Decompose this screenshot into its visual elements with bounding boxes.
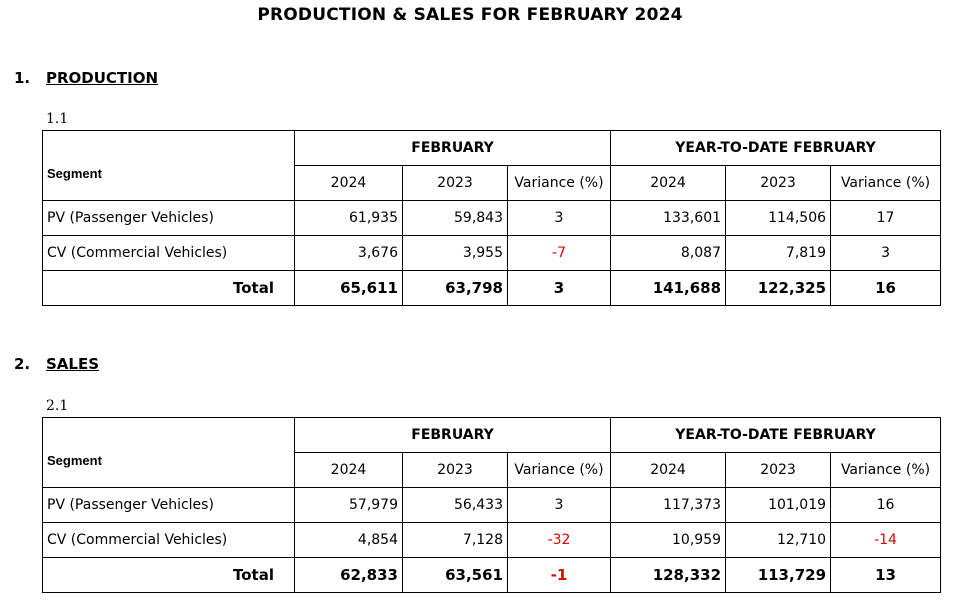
group-header-february: FEBRUARY xyxy=(295,131,611,166)
cell: 16 xyxy=(831,271,941,306)
table-row xyxy=(43,201,941,236)
cell: 3,955 xyxy=(403,236,508,271)
cell: 10,959 xyxy=(611,523,726,558)
subsection-label: 1.1 xyxy=(46,111,69,127)
cell: 61,935 xyxy=(295,201,403,236)
segment-header-top xyxy=(43,418,295,453)
subsection-label: 2.1 xyxy=(46,398,69,414)
cell: 3 xyxy=(508,271,611,306)
group-header-ytd: YEAR-TO-DATE FEBRUARY xyxy=(611,418,941,453)
cell: 16 xyxy=(831,488,941,523)
cell: 122,325 xyxy=(726,271,831,306)
column-header: 2023 xyxy=(726,166,831,201)
cell: 117,373 xyxy=(611,488,726,523)
cell: 4,854 xyxy=(295,523,403,558)
cell: 3 xyxy=(831,236,941,271)
cell: 63,561 xyxy=(403,558,508,593)
cell: 59,843 xyxy=(403,201,508,236)
column-header: Variance (%) xyxy=(508,453,611,488)
cell: -1 xyxy=(508,558,611,593)
cell: 7,128 xyxy=(403,523,508,558)
cell: 7,819 xyxy=(726,236,831,271)
sales-table xyxy=(42,417,941,593)
table-row xyxy=(43,236,941,271)
section-label: SALES xyxy=(46,355,100,373)
section-label: PRODUCTION xyxy=(46,69,159,87)
section-number: 1. xyxy=(14,69,31,87)
cell: 62,833 xyxy=(295,558,403,593)
segment-header: Segment xyxy=(43,166,295,201)
column-header: 2023 xyxy=(403,453,508,488)
row-label: PV (Passenger Vehicles) xyxy=(43,201,295,236)
table-row xyxy=(43,488,941,523)
total-label: Total xyxy=(43,271,295,306)
row-label: CV (Commercial Vehicles) xyxy=(43,236,295,271)
cell: 3,676 xyxy=(295,236,403,271)
cell: 113,729 xyxy=(726,558,831,593)
group-header-february: FEBRUARY xyxy=(295,418,611,453)
cell: 56,433 xyxy=(403,488,508,523)
cell: 114,506 xyxy=(726,201,831,236)
row-label: PV (Passenger Vehicles) xyxy=(43,488,295,523)
segment-header-top xyxy=(43,131,295,166)
cell: 3 xyxy=(508,201,611,236)
column-header: 2024 xyxy=(295,453,403,488)
cell: 8,087 xyxy=(611,236,726,271)
cell: -7 xyxy=(508,236,611,271)
section-heading-sales xyxy=(14,355,99,373)
table-row xyxy=(43,523,941,558)
segment-header: Segment xyxy=(43,453,295,488)
production-table xyxy=(42,130,941,306)
cell: 12,710 xyxy=(726,523,831,558)
column-header: Variance (%) xyxy=(831,453,941,488)
section-heading-production xyxy=(14,69,158,87)
cell: 65,611 xyxy=(295,271,403,306)
cell: 13 xyxy=(831,558,941,593)
cell: 141,688 xyxy=(611,271,726,306)
column-header: Variance (%) xyxy=(508,166,611,201)
column-header: 2024 xyxy=(611,453,726,488)
total-row xyxy=(43,271,941,306)
row-label: CV (Commercial Vehicles) xyxy=(43,523,295,558)
page-title: PRODUCTION & SALES FOR FEBRUARY 2024 xyxy=(257,5,683,25)
column-header: 2024 xyxy=(611,166,726,201)
section-number: 2. xyxy=(14,355,31,373)
cell: 17 xyxy=(831,201,941,236)
cell: 3 xyxy=(508,488,611,523)
column-header: 2023 xyxy=(403,166,508,201)
cell: 133,601 xyxy=(611,201,726,236)
group-header-ytd: YEAR-TO-DATE FEBRUARY xyxy=(611,131,941,166)
column-header: 2024 xyxy=(295,166,403,201)
cell: 128,332 xyxy=(611,558,726,593)
column-header: Variance (%) xyxy=(831,166,941,201)
column-header: 2023 xyxy=(726,453,831,488)
cell: 101,019 xyxy=(726,488,831,523)
cell: 63,798 xyxy=(403,271,508,306)
cell: -14 xyxy=(831,523,941,558)
total-label: Total xyxy=(43,558,295,593)
total-row xyxy=(43,558,941,593)
cell: 57,979 xyxy=(295,488,403,523)
cell: -32 xyxy=(508,523,611,558)
